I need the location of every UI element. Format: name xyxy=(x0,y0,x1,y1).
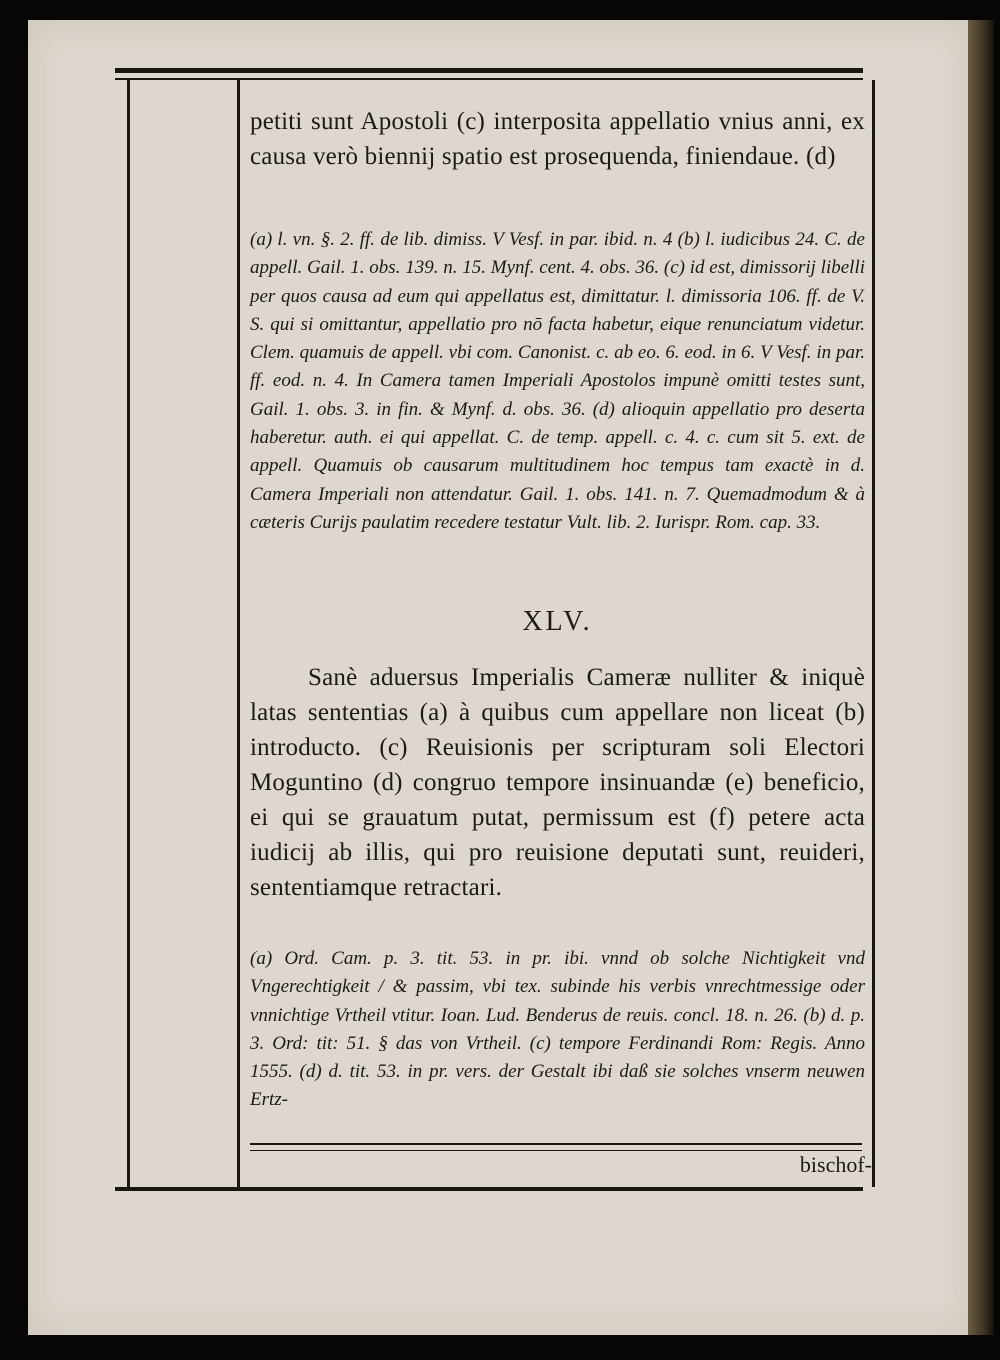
catchword: bischof- xyxy=(799,1152,872,1177)
top-rule-thick xyxy=(115,68,863,73)
main-text-bottom xyxy=(250,660,865,905)
bottom-rule-thick xyxy=(115,1187,863,1191)
bottom-rule-inner xyxy=(250,1150,862,1151)
paragraph-reuisio-text: Sanè aduersus Imperialis Cameræ nulliter & iniquè latas sententias (a) à quibus cum appellare non liceat (b) introducto. (c) Reuisionis per scripturam soli Electori Moguntino (d) congruo tempore insinuandæ (e) beneficio, ei qui se grauatum putat, permissum est (f) petere acta iudicij ab illis, qui pro reuisione deputati sunt, reuideri, sententiamque retractari. xyxy=(250,664,865,901)
left-outer-rule xyxy=(127,80,130,1187)
footnotes-bottom xyxy=(250,945,865,1115)
page-edge xyxy=(968,20,994,1335)
footnotes-paragraph-2: (a) Ord. Cam. p. 3. tit. 53. in pr. ibi. vnnd ob solche Nichtigkeit vnd Vngerechtigkeit / & passim, vbi tex. subinde his verbis vnrechtmessige oder vnnichtige Vrtheil vtitur. Ioan. Lud. Benderus de reuis. concl. 18. n. 26. (b) d. p. 3. Ord: tit: 51. § das von Vrtheil. (c) tempore Ferdinandi Rom: Regis. Anno 1555. (d) d. tit. 53. in pr. vers. der Gestalt ibi daß sie solches vnserm neuwen Ertz- xyxy=(250,948,865,1111)
main-text-top xyxy=(250,104,865,174)
top-rule-thin xyxy=(115,78,863,80)
right-rule xyxy=(872,80,875,1187)
paragraph-apostoli: petiti sunt Apostoli (c) interposita appellatio vnius anni, ex causa verò biennij spatio est prosequenda, finiendaue. (d) xyxy=(250,108,865,170)
section-heading: XLV. xyxy=(522,606,593,637)
bottom-rule-thin xyxy=(250,1143,862,1145)
footnotes-top xyxy=(250,226,865,537)
footnotes-paragraph-1: (a) l. vn. §. 2. ff. de lib. dimiss. V Vesf. in par. ibid. n. 4 (b) l. iudicibus 24. C. de appell. Gail. 1. obs. 139. n. 15. Mynf. cent. 4. obs. 36. (c) id est, dimissorij libelli per quos causa ad eum qui appellatus est, dimittatur. l. dimissoria 106. ff. de V. S. qui si omittantur, appellatio pro nō facta habetur, eique renunciatum videtur. Clem. quamuis de appell. vbi com. Canonist. c. ab eo. 6. eod. in 6. V Vesf. in par. ff. eod. n. 4. In Camera tamen Imperiali Apostolos impunè omitti testes sunt, Gail. 1. obs. 3. in fin. & Mynf. d. obs. 36. (d) alioquin appellatio pro deserta haberetur. auth. ei qui appellat. C. de temp. appell. c. 4. c. cum sit 5. ext. de appell. Quamuis ob causarum multitudinem hoc tempus tam exactè in d. Camera Imperiali non attendatur. Gail. 1. obs. 141. n. 7. Quemadmodum & à cæteris Curijs paulatim recedere testatur Vult. lib. 2. Iurispr. Rom. cap. 33. xyxy=(250,229,865,533)
left-inner-rule xyxy=(237,80,240,1187)
paragraph-reuisio xyxy=(250,660,865,905)
